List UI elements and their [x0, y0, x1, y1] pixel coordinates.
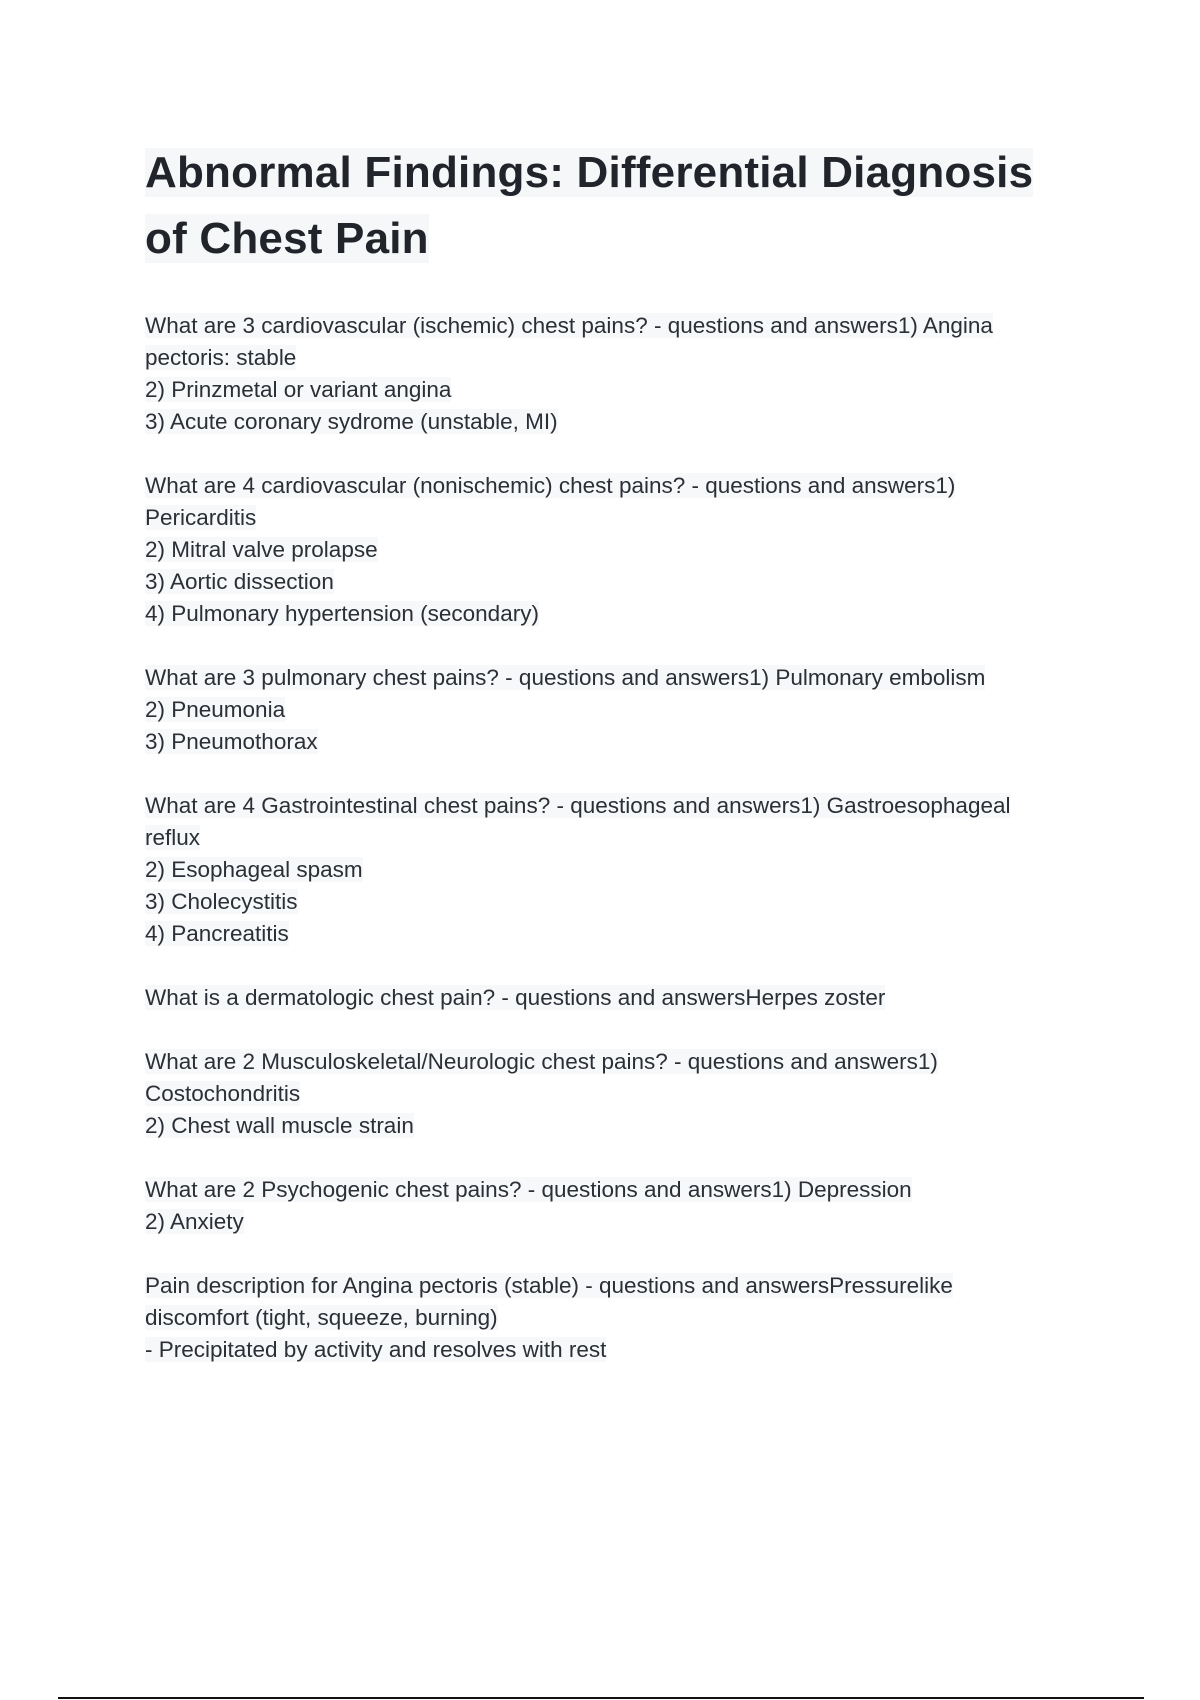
qa-line-text: 4) Pulmonary hypertension (secondary): [145, 601, 539, 626]
qa-answer-line: [145, 694, 1080, 726]
qa-answer-line: [145, 1078, 1080, 1110]
qa-question-line: [145, 1174, 1080, 1206]
qa-answer-line: [145, 598, 1080, 630]
qa-line-text: 2) Esophageal spasm: [145, 857, 363, 882]
qa-question-line: [145, 662, 1080, 694]
qa-line-text: 2) Mitral valve prolapse: [145, 537, 378, 562]
qa-question-line: [145, 982, 1080, 1014]
qa-question-line: [145, 1270, 1080, 1302]
qa-line-text: What are 4 Gastrointestinal chest pains? - questions and answers1) Gastroesophageal: [145, 793, 1011, 818]
qa-entry: [145, 1046, 1080, 1142]
qa-line-text: What are 3 pulmonary chest pains? - questions and answers1) Pulmonary embolism: [145, 665, 986, 690]
qa-line-text: 2) Prinzmetal or variant angina: [145, 377, 452, 402]
qa-entry: [145, 310, 1080, 438]
qa-line-text: 2) Pneumonia: [145, 697, 286, 722]
qa-answer-line: [145, 918, 1080, 950]
qa-line-text: 2) Anxiety: [145, 1209, 244, 1234]
qa-entry: [145, 470, 1080, 630]
qa-question-line: [145, 1046, 1080, 1078]
qa-line-text: What are 3 cardiovascular (ischemic) chest pains? - questions and answers1) Angina: [145, 313, 993, 338]
qa-entry: [145, 1174, 1080, 1238]
qa-answer-line: [145, 726, 1080, 758]
qa-answer-line: [145, 342, 1080, 374]
qa-line-text: 4) Pancreatitis: [145, 921, 289, 946]
qa-line-text: What is a dermatologic chest pain? - questions and answersHerpes zoster: [145, 985, 886, 1010]
qa-answer-line: [145, 1302, 1080, 1334]
qa-line-text: 3) Cholecystitis: [145, 889, 298, 914]
title-line-1: Abnormal Findings: Differential Diagnosis: [145, 148, 1034, 197]
qa-answer-line: [145, 374, 1080, 406]
qa-line-text: Costochondritis: [145, 1081, 301, 1106]
document-title: [145, 140, 1080, 272]
qa-line-text: reflux: [145, 825, 201, 850]
qa-entry: [145, 982, 1080, 1014]
document-page: [145, 140, 1080, 1398]
qa-question-line: [145, 470, 1080, 502]
qa-answer-line: [145, 566, 1080, 598]
qa-line-text: What are 2 Psychogenic chest pains? - questions and answers1) Depression: [145, 1177, 912, 1202]
qa-question-line: [145, 790, 1080, 822]
qa-line-text: - Precipitated by activity and resolves with rest: [145, 1337, 607, 1362]
qa-answer-line: [145, 854, 1080, 886]
qa-answer-line: [145, 886, 1080, 918]
qa-entry: [145, 790, 1080, 950]
qa-answer-line: [145, 534, 1080, 566]
qa-answer-line: [145, 1110, 1080, 1142]
qa-answer-line: [145, 406, 1080, 438]
qa-line-text: discomfort (tight, squeeze, burning): [145, 1305, 498, 1330]
title-line-2: of Chest Pain: [145, 214, 429, 263]
qa-line-text: 2) Chest wall muscle strain: [145, 1113, 414, 1138]
footer-divider: [58, 1697, 1144, 1699]
qa-line-text: 3) Pneumothorax: [145, 729, 318, 754]
qa-line-text: 3) Aortic dissection: [145, 569, 334, 594]
qa-answer-line: [145, 822, 1080, 854]
qa-line-text: pectoris: stable: [145, 345, 297, 370]
qa-entry: [145, 662, 1080, 758]
qa-line-text: What are 2 Musculoskeletal/Neurologic chest pains? - questions and answers1): [145, 1049, 938, 1074]
qa-line-text: 3) Acute coronary sydrome (unstable, MI): [145, 409, 558, 434]
qa-line-text: What are 4 cardiovascular (nonischemic) chest pains? - questions and answers1): [145, 473, 956, 498]
qa-line-text: Pain description for Angina pectoris (stable) - questions and answersPressurelike: [145, 1273, 953, 1298]
qa-list: [145, 310, 1080, 1366]
qa-question-line: [145, 310, 1080, 342]
qa-line-text: Pericarditis: [145, 505, 257, 530]
qa-entry: [145, 1270, 1080, 1366]
qa-answer-line: [145, 502, 1080, 534]
qa-answer-line: [145, 1206, 1080, 1238]
qa-answer-line: [145, 1334, 1080, 1366]
